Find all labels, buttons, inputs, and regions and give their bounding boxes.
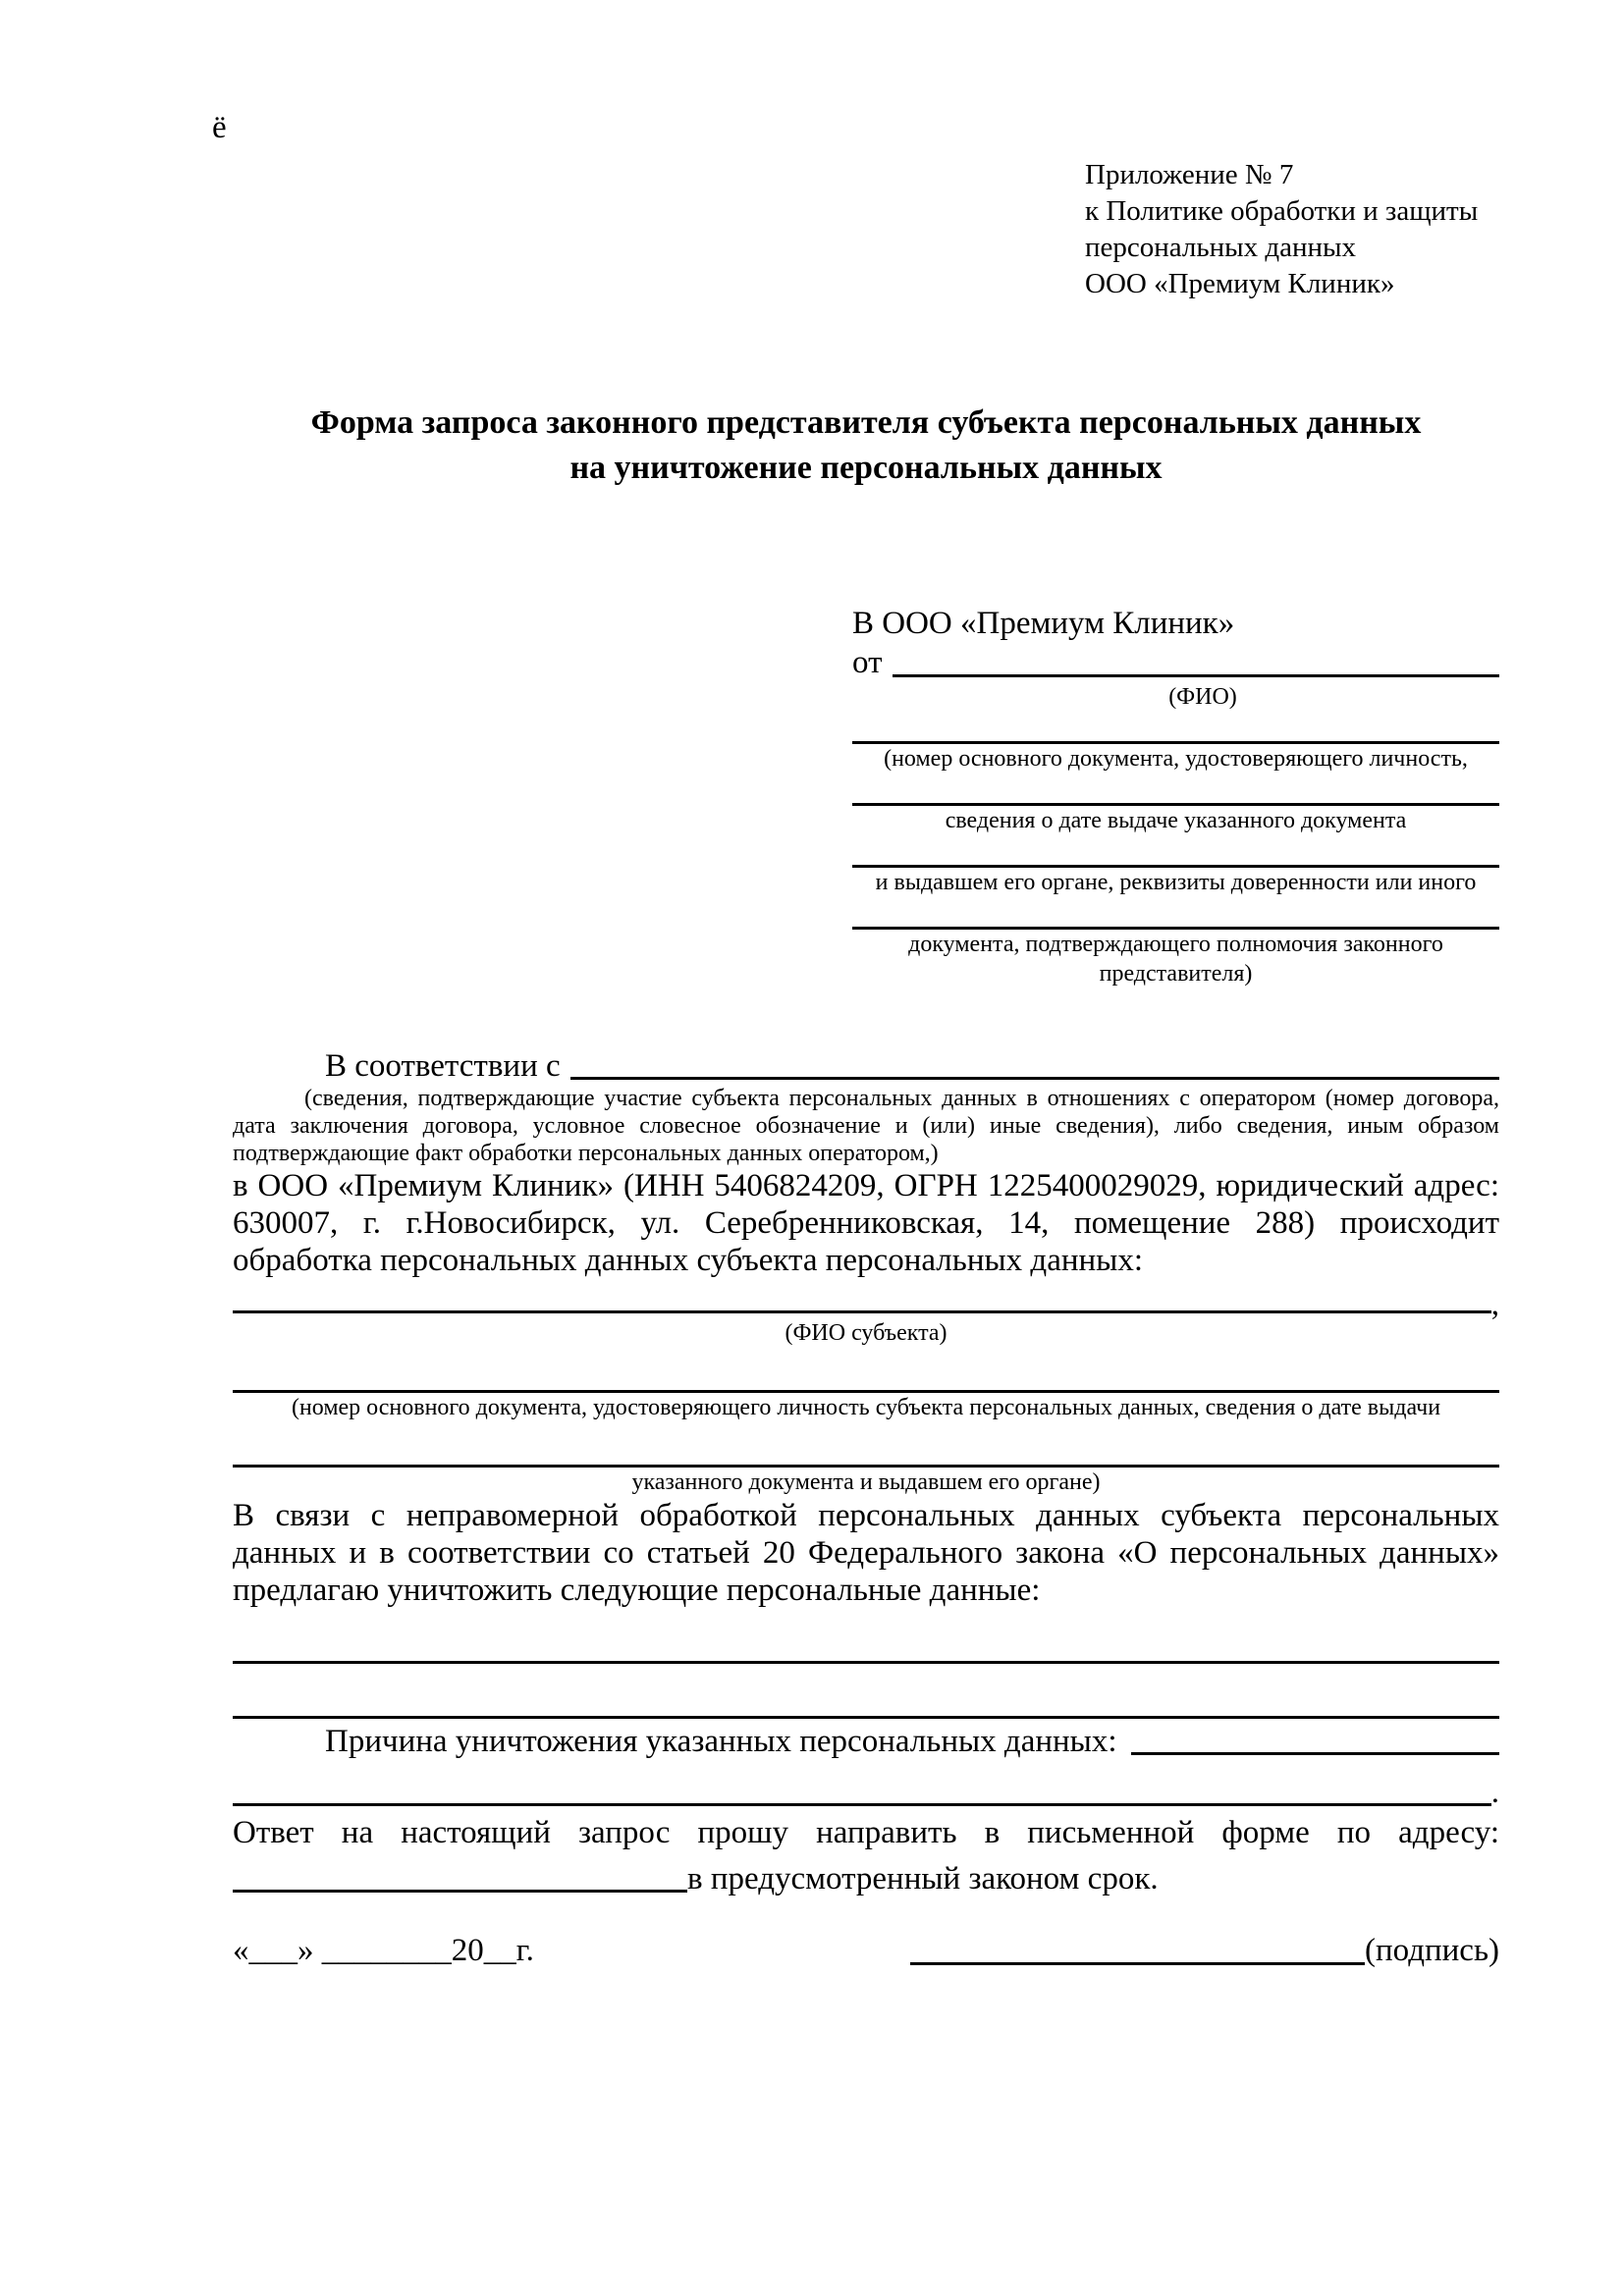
reason-label: Причина уничтожения указанных персональных данных: <box>325 1724 1117 1759</box>
demand-paragraph: В связи с неправомерной обработкой персональных данных субъекта персональных данных и в соответствии со статьей 20 Федерального закона «О персональных данных» предлагаю уничтожить следующие персональные данные: <box>233 1498 1499 1608</box>
accordance-blank-line <box>570 1077 1499 1080</box>
subject-doc-caption2: указанного документа и выдавшем его органе) <box>631 1469 1101 1495</box>
blank-line <box>233 1422 1499 1468</box>
appendix-header-line: к Политике обработки и защиты <box>1085 195 1479 227</box>
addressee-block <box>852 604 1499 988</box>
blank-line <box>233 1803 1491 1806</box>
reason-continuation-row <box>233 1760 1499 1811</box>
appendix-header <box>1085 157 1499 302</box>
blank-line <box>852 712 1499 744</box>
from-row <box>852 643 1499 682</box>
blank-line <box>852 774 1499 806</box>
reply-line2-row <box>233 1852 1499 1897</box>
footer-row <box>233 1931 1499 1970</box>
blank-line <box>233 1348 1499 1393</box>
form-title-line2: на уничтожение персональных данных <box>569 450 1163 486</box>
blank-line <box>852 897 1499 930</box>
reply-line2-suffix: в предусмотренный законом срок. <box>687 1861 1159 1896</box>
blank-line-caption: и выдавшем его органе, реквизиты доверенности или иного <box>875 870 1477 895</box>
accordance-row <box>233 1047 1499 1085</box>
blank-line <box>233 1664 1499 1719</box>
reply-line1: Ответ на настоящий запрос прошу направить в письменной форме по адресу: <box>233 1815 1499 1850</box>
blank-line-caption: документа, подтверждающего полномочия законного представителя) <box>908 932 1443 987</box>
from-blank-line <box>893 674 1500 677</box>
reply-address-blank-line <box>233 1890 687 1893</box>
appendix-header-line: персональных данных <box>1085 232 1357 263</box>
signature-blank-line <box>910 1962 1365 1965</box>
stray-character: ё <box>212 110 227 145</box>
blank-line <box>233 1609 1499 1664</box>
blank-line-caption: сведения о дате выдаче указанного документа <box>945 808 1407 833</box>
appendix-header-line: Приложение № 7 <box>1085 159 1294 190</box>
subject-fio-caption: (ФИО субъекта) <box>785 1320 947 1346</box>
trailing-comma: , <box>1490 1287 1499 1322</box>
accordance-label: В соответствии с <box>325 1048 561 1084</box>
signature-block <box>910 1931 1499 1970</box>
addressee-to: В ООО «Премиум Клиник» <box>852 606 1235 641</box>
reason-row <box>233 1719 1499 1760</box>
subject-fio-blank-row <box>233 1279 1499 1322</box>
accordance-note: (сведения, подтверждающие участие субъекта персональных данных в отношениях с оператором (номер договора, дата заключения договора, условное словесное обозначение и (или) иные сведения), либо сведения, иным образом подтверждающие факт обработки персональных данных оператором,) <box>233 1086 1499 1166</box>
trailing-period: . <box>1490 1775 1499 1810</box>
blank-line-caption: (номер основного документа, удостоверяющего личность, <box>884 746 1468 772</box>
subject-doc-caption1: (номер основного документа, удостоверяющего личность субъекта персональных данных, сведения о дате выдачи <box>291 1395 1441 1420</box>
from-label: от <box>852 645 883 680</box>
form-title-line1: Форма запроса законного представителя субъекта персональных данных <box>310 404 1422 441</box>
fio-caption: (ФИО) <box>1168 684 1237 710</box>
date-blank: «___» ________20__г. <box>233 1933 534 1968</box>
reason-blank-line <box>1131 1752 1499 1755</box>
appendix-header-line: ООО «Премиум Клиник» <box>1085 268 1395 299</box>
operator-paragraph: в ООО «Премиум Клиник» (ИНН 5406824209, ОГРН 1225400029029, юридический адрес: 630007, г. г.Новосибирск, ул. Серебренниковская, 14, помещение 288) происходит обработка персональных данных субъекта персональных данных: <box>233 1168 1499 1278</box>
form-title <box>233 400 1499 491</box>
blank-line <box>852 835 1499 868</box>
blank-line <box>233 1310 1491 1313</box>
signature-caption: (подпись) <box>1365 1933 1499 1968</box>
